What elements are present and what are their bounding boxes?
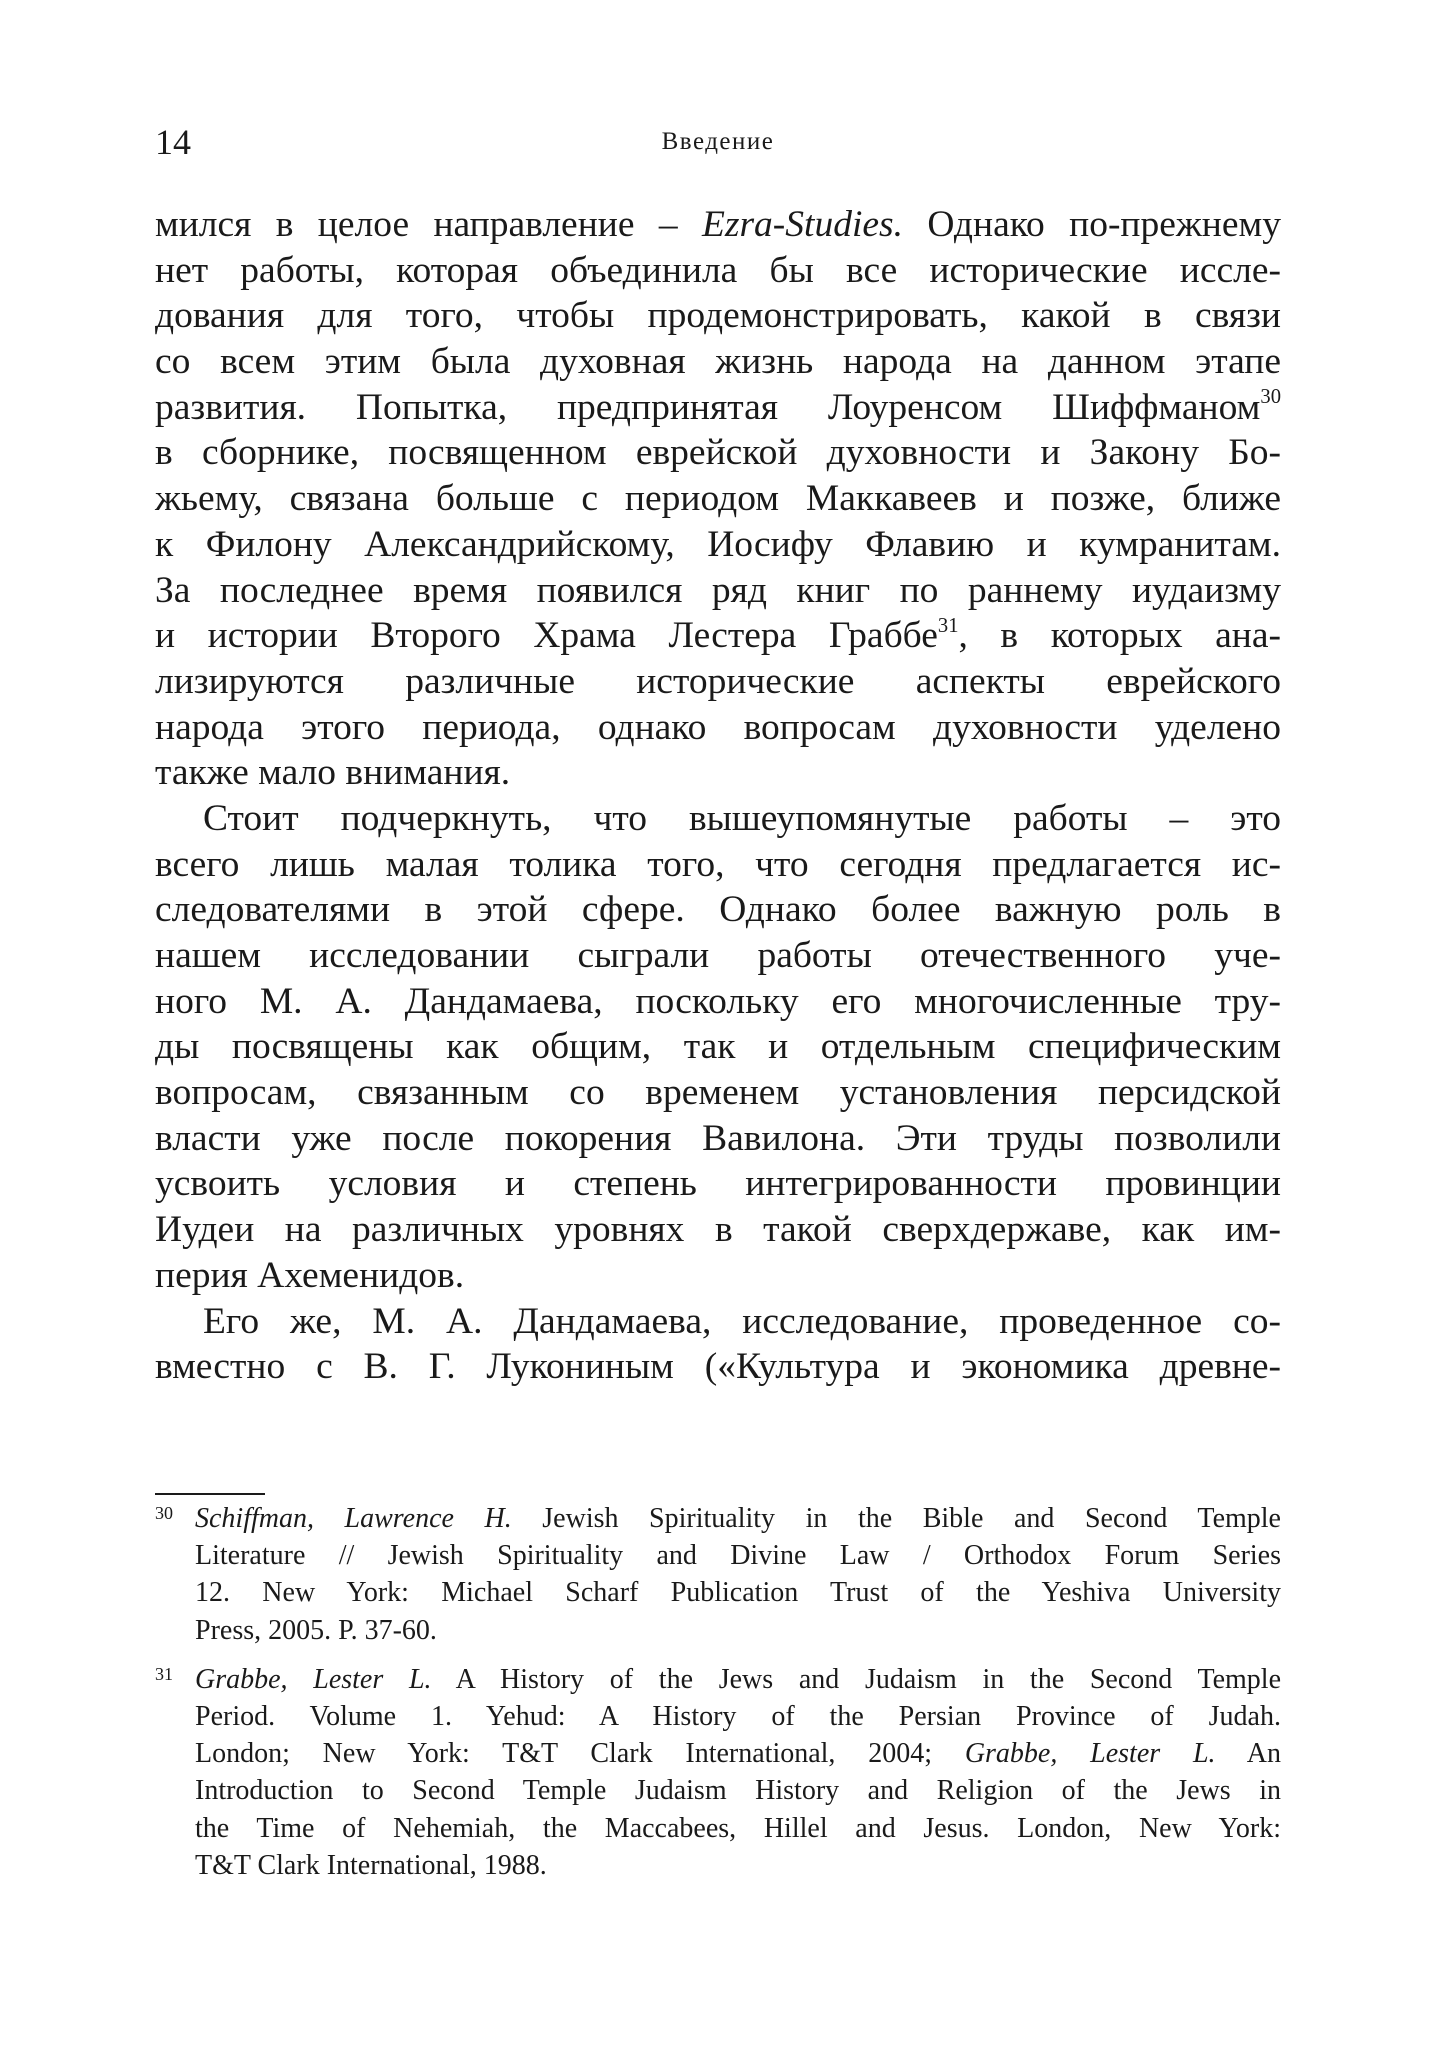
text-line	[155, 705, 1281, 751]
footnotes	[155, 1500, 1281, 1890]
text-line	[155, 796, 1281, 842]
text-segment: лизируются различные исторические аспекты еврейского	[155, 660, 1281, 702]
footnote-line	[195, 1537, 1281, 1574]
footnote-number: 30	[155, 1503, 173, 1523]
text-segment: Literature // Jewish Spirituality and Divine Law / Orthodox Forum Series	[195, 1540, 1281, 1572]
text-line	[155, 1253, 1281, 1299]
text-segment: Period. Volume 1. Yehud: A History of the Persian Province of Judah.	[195, 1700, 1281, 1732]
footnote-line	[195, 1772, 1281, 1809]
footnote-separator	[155, 1493, 265, 1495]
text-segment: Introduction to Second Temple Judaism History and Religion of the Jews in	[195, 1775, 1281, 1807]
text-line	[155, 202, 1281, 248]
text-segment: Jewish Spirituality in the Bible and Second Temple	[511, 1503, 1281, 1534]
text-segment: the Time of Nehemiah, the Maccabees, Hillel and Jesus. London, New York:	[195, 1812, 1281, 1844]
text-segment: власти уже после покорения Вавилона. Эти труды позволили	[155, 1117, 1281, 1159]
footnote-line	[195, 1810, 1281, 1847]
text-segment: An	[1215, 1738, 1282, 1770]
text-line	[155, 659, 1281, 705]
text-segment: жьему, связана больше с периодом Маккавеев и позже, ближе	[155, 478, 1281, 520]
text-segment: перия Ахеменидов.	[155, 1254, 465, 1296]
footnote-line	[195, 1735, 1281, 1772]
text-line	[155, 933, 1281, 979]
footnote-line	[195, 1661, 1281, 1698]
italic-text: Grabbe, Lester L.	[964, 1738, 1216, 1770]
text-segment: вместно с В. Г. Лукониным («Культура и экономика древне-	[155, 1346, 1281, 1388]
text-segment: 12. New York: Michael Scharf Publication Trust of the Yeshiva University	[195, 1577, 1281, 1609]
text-segment: Иудеи на различных уровнях в такой сверхдержаве, как им-	[155, 1209, 1281, 1251]
footnote	[155, 1500, 1281, 1649]
text-segment: За последнее время появился ряд книг по раннему иудаизму	[155, 569, 1281, 611]
text-segment: нашем исследовании сыграли работы отечественного уче-	[155, 935, 1281, 976]
text-line	[155, 1161, 1281, 1207]
text-segment: в сборнике, посвященном еврейской духовности и Закону Бо-	[155, 432, 1281, 474]
text-line	[155, 750, 1281, 796]
text-segment: ды посвящены как общим, так и отдельным специфическим	[155, 1026, 1281, 1068]
text-segment: A History of the Jews and Judaism in the Second Temple	[431, 1663, 1282, 1695]
text-segment: также мало внимания.	[155, 752, 511, 794]
text-segment: вопросам, связанным со временем установления персидской	[155, 1072, 1281, 1114]
text-segment: усвоить условия и степень интегрированности провинции	[155, 1163, 1281, 1205]
text-segment: London; New York: T&T Clark International, 2004;	[195, 1738, 965, 1770]
text-line	[155, 522, 1281, 568]
text-line	[155, 1024, 1281, 1070]
footnote-number: 31	[155, 1663, 173, 1684]
text-segment: следователями в этой сфере. Однако более важную роль в	[155, 889, 1281, 931]
text-segment: Стоит подчеркнуть, что вышеупомянутые работы – это	[203, 797, 1281, 839]
text-segment: народа этого периода, однако вопросам духовности уделено	[155, 706, 1281, 748]
footnote-line	[195, 1847, 1281, 1884]
italic-text: Grabbe, Lester L.	[195, 1663, 432, 1695]
text-line	[155, 430, 1281, 476]
text-line	[155, 293, 1281, 339]
text-segment: Однако по-прежнему	[902, 204, 1282, 245]
text-line	[155, 1344, 1281, 1390]
text-line	[155, 1070, 1281, 1116]
main-text	[155, 202, 1281, 1390]
text-line	[155, 248, 1281, 294]
text-segment: и истории Второго Храма Лестера Граббе	[155, 615, 938, 657]
text-line	[155, 339, 1281, 385]
footnote-line	[195, 1612, 1281, 1649]
italic-text: Schiffman, Lawrence H.	[195, 1503, 512, 1534]
text-line	[155, 1116, 1281, 1162]
text-line	[155, 887, 1281, 933]
text-segment: T&T Clark International, 1988.	[195, 1849, 547, 1881]
footnote-line	[195, 1574, 1281, 1611]
footnote-line	[195, 1698, 1281, 1735]
text-segment: развития. Попытка, предпринятая Лоуренсом Шиффманом	[155, 386, 1261, 428]
footnote-ref: 31	[937, 614, 959, 637]
text-segment: к Филону Александрийскому, Иосифу Флавию и кумранитам.	[155, 523, 1281, 565]
text-segment: всего лишь малая толика того, что сегодня предлагается ис-	[155, 843, 1281, 885]
text-line	[155, 1299, 1281, 1345]
page-number: 14	[155, 122, 191, 162]
footnote	[155, 1661, 1281, 1884]
running-head: Введение	[661, 128, 775, 155]
text-segment: мился в целое направление –	[155, 204, 702, 245]
text-segment: ного М. А. Дандамаева, поскольку его многочисленные тру-	[155, 980, 1281, 1022]
text-segment: , в которых ана-	[958, 615, 1281, 657]
text-segment: нет работы, которая объединила бы все исторические иссле-	[155, 249, 1281, 291]
page-header	[155, 112, 1281, 172]
text-segment: Press, 2005. P. 37-60.	[195, 1614, 437, 1646]
text-line	[155, 1207, 1281, 1253]
footnote-line	[195, 1500, 1281, 1537]
text-line	[155, 979, 1281, 1025]
text-segment: со всем этим была духовная жизнь народа на данном этапе	[155, 341, 1281, 383]
text-segment: Его же, М. А. Дандамаева, исследование, проведенное со-	[203, 1300, 1281, 1342]
text-line	[155, 613, 1281, 659]
text-line	[155, 476, 1281, 522]
text-line	[155, 842, 1281, 888]
italic-text: Ezra-Studies.	[701, 204, 903, 245]
text-line	[155, 385, 1281, 431]
text-segment: дования для того, чтобы продемонстрировать, какой в связи	[155, 295, 1281, 337]
footnote-ref: 30	[1260, 386, 1281, 409]
text-line	[155, 568, 1281, 614]
